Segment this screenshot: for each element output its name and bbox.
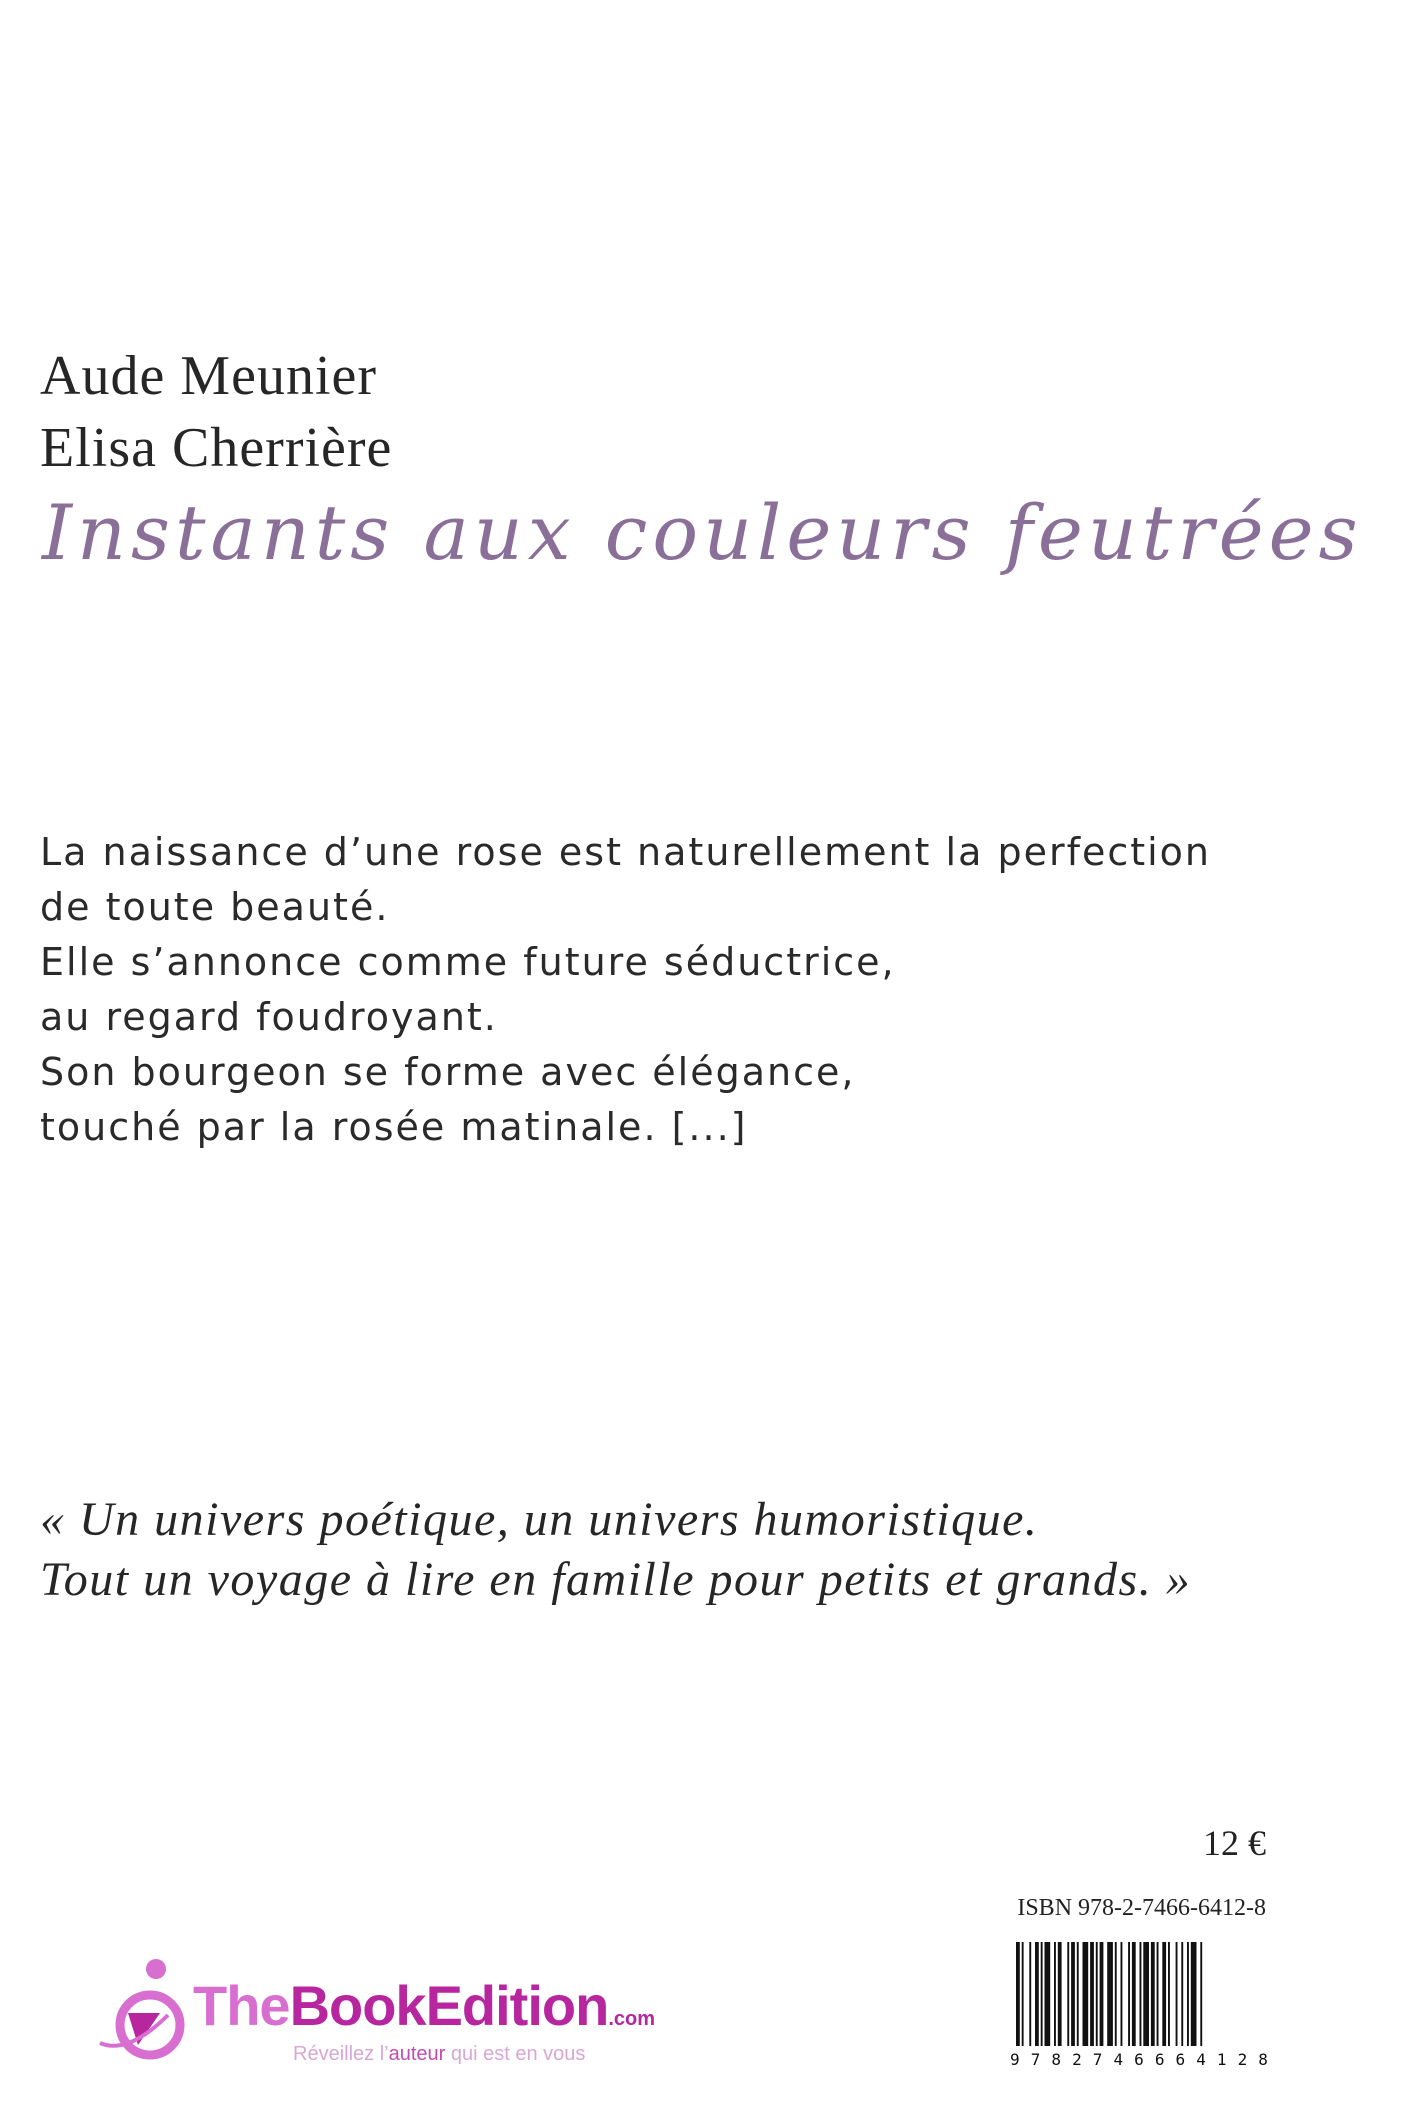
quote-line: Tout un voyage à lire en famille pour petits et grands. »: [40, 1553, 1192, 1606]
barcode-digit: 8: [1258, 2050, 1268, 2069]
book-title: Instants aux couleurs feutrées: [42, 488, 1363, 577]
authors-block: [40, 340, 392, 484]
publisher-logo: [98, 1955, 698, 2075]
excerpt-line: Elle s’annonce comme future séductrice,: [40, 940, 896, 984]
excerpt-line: La naissance d’une rose est naturellement la perfection: [40, 830, 1212, 874]
barcode-digit: 2: [1237, 2050, 1248, 2069]
barcode: [1010, 1942, 1268, 2074]
barcode-bars-icon: [1010, 1942, 1268, 2052]
tagline-start: Réveillez l’: [293, 2043, 389, 2065]
review-quote: [40, 1490, 1191, 1610]
barcode-digit: 7: [1092, 2050, 1103, 2069]
barcode-digit: 9: [1010, 2050, 1020, 2069]
barcode-digits: [1010, 2050, 1268, 2069]
price: 12 €: [1203, 1823, 1266, 1863]
publisher-name-the: The: [193, 1974, 290, 2037]
excerpt: [40, 825, 1211, 1155]
publisher-name: [193, 1973, 655, 2038]
excerpt-line: Son bourgeon se forme avec élégance,: [40, 1050, 856, 1094]
barcode-digit: 4: [1196, 2050, 1206, 2069]
publisher-person-icon: [98, 1955, 188, 2065]
barcode-digit: 4: [1113, 2050, 1124, 2069]
tagline-highlight: auteur: [388, 2043, 446, 2065]
quote-line: « Un univers poétique, un univers humoristique.: [40, 1493, 1039, 1546]
barcode-digit: 2: [1072, 2050, 1082, 2069]
barcode-digit: 8: [1051, 2050, 1062, 2069]
barcode-digit: 7: [1030, 2050, 1041, 2069]
publisher-tagline: [293, 2043, 585, 2066]
author-name: Aude Meunier: [40, 345, 378, 407]
author-name: Elisa Cherrière: [40, 417, 393, 479]
excerpt-line: touché par la rosée matinale. [...]: [40, 1105, 748, 1149]
tagline-end: qui est en vous: [445, 2043, 586, 2065]
excerpt-line: au regard foudroyant.: [40, 995, 498, 1039]
publisher-name-bookedition: BookEdition: [289, 1974, 609, 2037]
publisher-domain: .com: [608, 2008, 655, 2030]
barcode-digit: 1: [1216, 2050, 1227, 2069]
barcode-digit: 6: [1175, 2050, 1186, 2069]
isbn: ISBN 978-2-7466-6412-8: [1017, 1895, 1266, 1921]
excerpt-line: de toute beauté.: [40, 885, 390, 929]
barcode-digit: 6: [1134, 2050, 1144, 2069]
barcode-digit: 6: [1154, 2050, 1165, 2069]
